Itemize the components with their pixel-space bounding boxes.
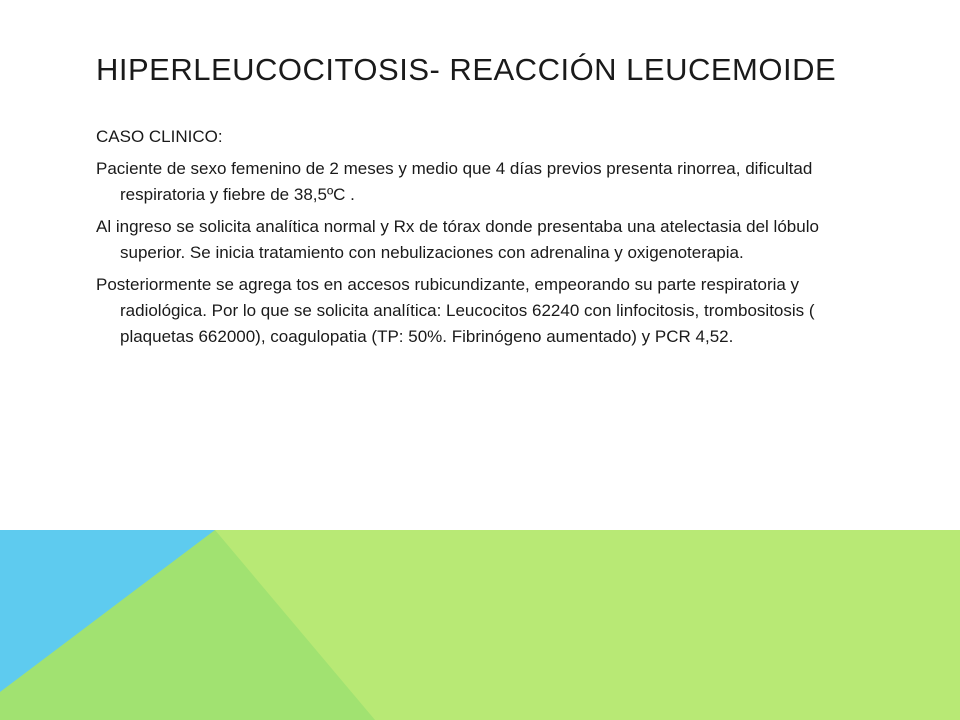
paragraph-followup: Posteriormente se agrega tos en accesos rubicundizante, empeorando su parte respiratoria y radiológica. Por lo que se solicita analítica: Leucocitos 62240 con linfocitosis, trombositosis ( plaquetas 662000), coagulopatia (TP: 50%. Fibrinógeno aumentado) y PCR 4,52. xyxy=(96,275,815,346)
slide-title: HIPERLEUCOCITOSIS- REACCIÓN LEUCEMOIDE xyxy=(96,52,837,87)
decorative-band xyxy=(0,530,960,720)
paragraph-patient: Paciente de sexo femenino de 2 meses y medio que 4 días previos presenta rinorrea, dificultad respiratoria y fiebre de 38,5ºC . xyxy=(96,159,813,204)
paragraph-case-heading: CASO CLINICO: xyxy=(96,127,223,146)
slide-body xyxy=(96,124,856,356)
paragraph-admission: Al ingreso se solicita analítica normal y Rx de tórax donde presentaba una atelectasia del lóbulo superior. Se inicia tratamiento con nebulizaciones con adrenalina y oxigenoterapia. xyxy=(96,217,819,262)
